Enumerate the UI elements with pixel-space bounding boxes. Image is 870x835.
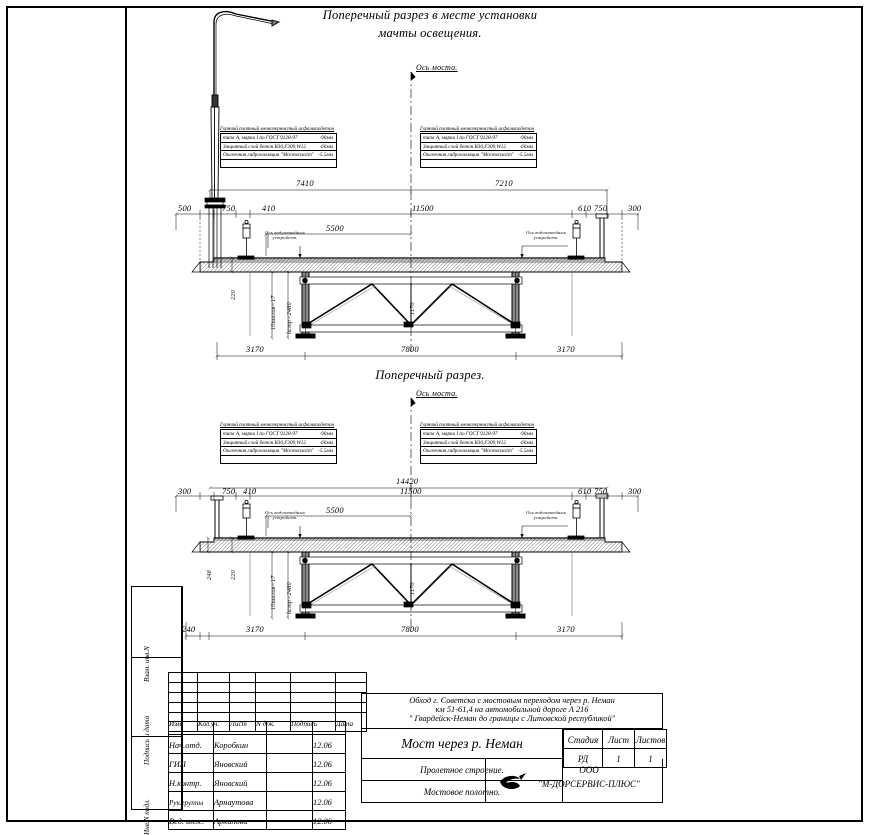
dim-s1-5500: 5500 <box>326 223 344 233</box>
date-4: 12.06 <box>313 817 332 826</box>
dim-s1-7800: 7800 <box>401 344 419 354</box>
name-3: Арнаутова <box>214 798 254 807</box>
section1-title-line1: Поперечный разрез в месте установки <box>322 8 538 22</box>
project-description-box <box>361 693 663 729</box>
table-row <box>169 693 367 703</box>
project-line-3: " Гвардейск-Неман до границы с Литовской республикой" <box>408 714 616 723</box>
sheets-header: Листов <box>635 735 666 745</box>
spec-row: Оклеечная гидроизоляция "Мостопласт" -5.5мм <box>421 151 536 160</box>
spec-row: Защитный слой бетон В30,F300,W12 -60мм <box>421 143 536 152</box>
object-title-cell <box>361 729 563 759</box>
dim-s1-3170r: 3170 <box>557 344 575 354</box>
role-2: Н.контр. <box>169 779 202 788</box>
dim-s1-220: 220 <box>230 290 237 300</box>
section2-bridge-axis-label: Ось моста. <box>416 389 458 398</box>
dim-s2-1170: 1170 <box>409 582 416 595</box>
margin-label-2: Инв.N подл. <box>143 799 151 835</box>
dim-s1-500: 500 <box>178 203 192 213</box>
spec-row: Защитный слой бетон В30,F300,W12 -60мм <box>221 143 336 152</box>
table-row <box>169 735 346 754</box>
spec-table-right-1 <box>420 133 537 168</box>
dim-s1-300: 300 <box>628 203 642 213</box>
dim-7210: 7210 <box>495 178 513 188</box>
section1-title-line2: мачты освещения. <box>378 26 482 40</box>
object-title: Мост через р. Неман <box>401 735 523 751</box>
dim-s1-750b: 750 <box>594 203 608 213</box>
rev-header-3: N док. <box>256 720 275 728</box>
spec-row: Оклеечная гидроизоляция "Мостопласт" -5.5мм <box>221 151 336 160</box>
rev-header-5: Дата <box>336 720 354 728</box>
spec-row: Оклеечная гидроизоляция "Мостопласт" -5.5мм <box>221 447 336 456</box>
dim-s2-240: 240 <box>182 624 196 634</box>
dim-s2-610: 610 <box>578 486 592 496</box>
table-row <box>169 773 346 792</box>
table-row <box>169 811 346 830</box>
date-2: 12.06 <box>313 779 332 788</box>
role-4: Вед. инж. <box>169 817 205 826</box>
name-2: Яновский <box>214 779 248 788</box>
name-0: Коробкин <box>214 741 249 750</box>
table-row <box>169 703 367 713</box>
spec-table-right-2 <box>420 429 537 464</box>
drainage-label-s2-right: Ось водоотводных устройств. <box>525 510 567 520</box>
dim-s2-750: 750 <box>222 486 236 496</box>
spec-table-left-2 <box>220 429 337 464</box>
table-row <box>169 792 346 811</box>
dim-s2-300l: 300 <box>178 486 192 496</box>
spec-row-blank <box>421 456 536 465</box>
rev-header-0: Изм. <box>169 720 184 728</box>
spec-row-blank <box>221 160 336 169</box>
sheet-header: Лист <box>607 735 630 745</box>
drainage-label-s1-right: Ось водоотводных устройств. <box>525 230 567 240</box>
dim-s2-220: 220 <box>230 570 237 580</box>
section2-title: Поперечный разрез. <box>375 368 485 382</box>
stage-header: Стадия <box>567 735 599 745</box>
dim-s2-3170r: 3170 <box>557 624 575 634</box>
dim-s2-410: 410 <box>243 486 257 496</box>
dim-s1-truss-height: hстр=2480 <box>286 302 293 334</box>
sheet-sub2: Мостовое полотно. <box>423 786 501 797</box>
table-row <box>169 683 367 693</box>
date-0: 12.06 <box>313 741 332 750</box>
company-cell <box>485 759 663 803</box>
margin-label-0: Взам. инв.N <box>143 646 151 682</box>
role-1: ГИП <box>169 760 186 769</box>
name-4: Аркипова <box>214 817 248 826</box>
spec-row: Оклеечная гидроизоляция "Мостопласт" -5.5мм <box>421 447 536 456</box>
dim-s1-3170l: 3170 <box>246 344 264 354</box>
spec-table-left-1 <box>220 133 337 168</box>
role-3: Рук.группы <box>169 799 204 807</box>
project-line-2: км 51-61,4 на автомобильной дороге А 216 <box>435 705 589 714</box>
rev-header-4: Подпись <box>291 720 317 728</box>
company-line-2: "М-ДОРСЕРВИС-ПЛЮС" <box>538 779 640 789</box>
table-row <box>169 673 367 683</box>
dim-s2-248: 248 <box>206 570 213 580</box>
dim-s1-750: 750 <box>222 203 236 213</box>
dim-s1-410: 410 <box>262 203 276 213</box>
signatures-table <box>168 721 346 830</box>
spec-header-left-2: Горячий плотный мелкозернистый асфальтобетон <box>220 422 335 428</box>
drainage-label-s2-left: Ось водоотводных устройств. <box>264 510 306 520</box>
dim-s2-3170l: 3170 <box>246 624 264 634</box>
sheets-value: 1 <box>648 754 653 764</box>
dim-s1-truss-step: 10шагов=17 <box>270 295 277 330</box>
rev-header-1: Кол.уч. <box>198 720 220 728</box>
spec-row: типа А, марки I по ГОСТ 9128-97 -90мм <box>421 430 536 439</box>
spec-header-right-1: Горячий плотный мелкозернистый асфальтобетон <box>420 126 535 132</box>
table-row <box>564 730 667 749</box>
dim-s2-truss-step: 10шагов=17 <box>270 575 277 610</box>
spec-row: типа А, марки I по ГОСТ 9128-97 -90мм <box>221 430 336 439</box>
date-1: 12.06 <box>313 760 332 769</box>
role-0: Нач.отд. <box>169 741 202 750</box>
spec-row: типа А, марки I по ГОСТ 9128-97 -90мм <box>221 134 336 143</box>
spec-row: Защитный слой бетон В30,F300,W12 -60мм <box>421 439 536 448</box>
rev-header-2: Лист <box>230 720 247 728</box>
dim-s2-750b: 750 <box>594 486 608 496</box>
section1-bridge-axis-label: Ось моста. <box>416 63 458 72</box>
dim-s2-truss-height: hстр=2480 <box>286 582 293 614</box>
table-row <box>169 754 346 773</box>
company-line-1: ООО <box>579 765 599 775</box>
dim-s2-14420: 14420 <box>396 476 419 486</box>
dim-s2-7800: 7800 <box>401 624 419 634</box>
sheet-value: 1 <box>616 754 621 764</box>
stage-value: РД <box>577 754 589 764</box>
spec-row: типа А, марки I по ГОСТ 9128-97 -90мм <box>421 134 536 143</box>
dim-s1-1170: 1170 <box>409 302 416 315</box>
dim-s1-11500: 11500 <box>412 203 434 213</box>
project-line-1: Обход г. Советска с мостовым переходом через р. Неман <box>409 696 615 705</box>
drainage-label-s1-left: Ось водоотводных устройств. <box>264 230 306 240</box>
date-3: 12.06 <box>313 798 332 807</box>
dim-7410: 7410 <box>296 178 314 188</box>
dim-s2-300r: 300 <box>628 486 642 496</box>
dim-s2-11500: 11500 <box>400 486 422 496</box>
margin-label-1: Подпись и дата <box>143 715 151 765</box>
spec-row-blank <box>221 456 336 465</box>
table-row <box>169 722 346 735</box>
spec-header-left-1: Горячий плотный мелкозернистый асфальтобетон <box>220 126 335 132</box>
spec-row: Защитный слой бетон В30,F300,W12 -60мм <box>221 439 336 448</box>
name-1: Яновский <box>214 760 248 769</box>
spec-row-blank <box>421 160 536 169</box>
dim-s1-610: 610 <box>578 203 592 213</box>
dim-s2-5500: 5500 <box>326 505 344 515</box>
spec-header-right-2: Горячий плотный мелкозернистый асфальтобетон <box>420 422 535 428</box>
sheet-sub1: Пролетное строение. <box>420 764 504 775</box>
